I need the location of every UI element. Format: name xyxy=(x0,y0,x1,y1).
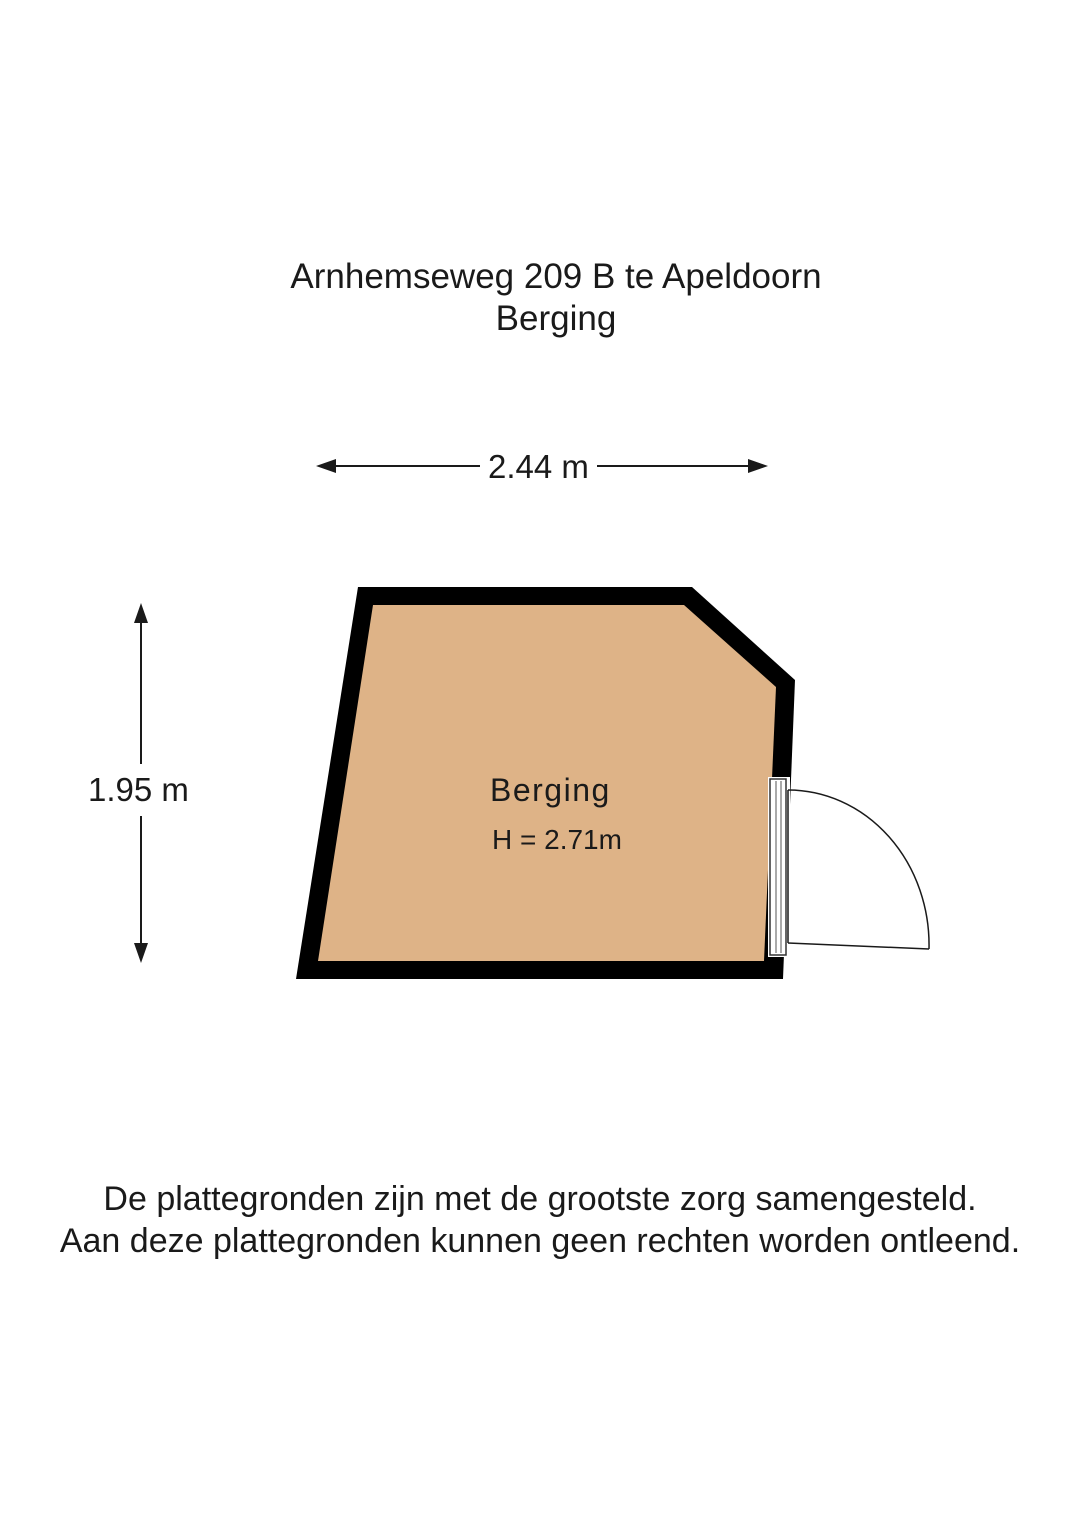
disclaimer-line-1: De plattegronden zijn met de grootste zorg samengesteld. xyxy=(103,1180,977,1218)
depth-dimension-label: 1.95 m xyxy=(80,764,197,816)
width-dimension-label: 2.44 m xyxy=(480,447,597,487)
disclaimer xyxy=(0,1178,1080,1262)
room-name-label: Berging xyxy=(490,772,611,808)
door-icon xyxy=(768,777,929,957)
room-height-label: H = 2.71m xyxy=(492,824,622,855)
floor-title: Berging xyxy=(495,299,617,338)
address-title: Arnhemseweg 209 B te Apeldoorn xyxy=(290,257,822,296)
disclaimer-line-2: Aan deze plattegronden kunnen geen rechten worden ontleend. xyxy=(59,1222,1021,1260)
